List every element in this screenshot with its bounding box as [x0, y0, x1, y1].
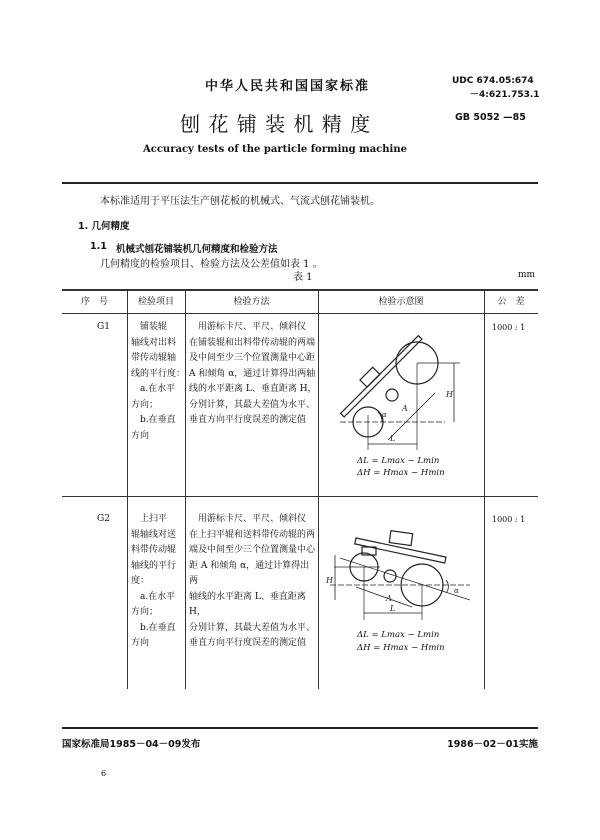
- inspection-method: [189, 320, 317, 429]
- label-h: H: [326, 576, 333, 585]
- method-line: 用游标卡尺、平尺、倾斜仪: [189, 322, 307, 332]
- page-title: 刨 花 铺 装 机 精 度: [180, 112, 372, 136]
- col-divider: [127, 289, 128, 689]
- item-line: 铺装辊: [131, 322, 168, 332]
- label-l: L: [390, 434, 396, 443]
- inspection-item: [131, 512, 185, 652]
- method-line: 及中间至少三个位置测量中心距: [189, 353, 316, 363]
- item-line: b.在垂直: [131, 622, 176, 633]
- header-rule: [62, 182, 538, 184]
- label-l: L: [390, 604, 396, 613]
- section-1-1-heading: 机械式刨花铺装机几何精度和检验方法: [116, 244, 278, 255]
- label-a: A: [402, 404, 408, 413]
- method-line: 轴线的水平距离 L、垂直距离 H，: [189, 591, 306, 617]
- effective-date: 1986－02－01实施: [447, 739, 538, 750]
- method-line: 线的水平距离 L、垂直距离 H，: [189, 384, 317, 394]
- col-divider: [484, 289, 485, 689]
- table-top-rule: [62, 289, 538, 291]
- header-tolerance: 公 差: [497, 297, 525, 307]
- tolerance: 1000 : 1: [492, 323, 526, 332]
- roller-mid: [386, 389, 398, 401]
- issued-date: 国家标准局1985－04－09发布: [62, 739, 201, 750]
- col-divider: [185, 289, 186, 689]
- item-line: 料带传动辊: [131, 545, 177, 555]
- plate: [355, 538, 446, 563]
- label-alpha: α: [454, 587, 459, 595]
- item-line: a.在水平: [131, 384, 176, 394]
- plate: [341, 336, 422, 417]
- header-bottom-rule: [62, 313, 538, 314]
- row-number: G1: [97, 322, 110, 332]
- udc-line1: UDC 674.05:674: [452, 76, 534, 86]
- item-line: 方向: [131, 430, 150, 441]
- formula-delta-h: ΔH = Hmax − Hmin: [357, 643, 445, 653]
- method-line: 距 A 和倾角 α，通过计算得出两: [189, 560, 310, 586]
- footer-rule: [62, 727, 538, 729]
- section-1-1-number: 1.1: [90, 241, 107, 252]
- scope-text: 本标准适用于平压法生产刨花板的机械式、气流式刨花铺装机。: [100, 196, 380, 207]
- method-line: 在铺装辊和出料带传动辊的两端: [189, 337, 316, 348]
- item-line: 度：: [131, 576, 150, 586]
- item-line: 线的平行度：: [131, 368, 186, 379]
- roller-mid: [384, 570, 396, 582]
- inspection-item: [131, 320, 185, 444]
- col-divider: [318, 289, 319, 689]
- header-no: 序 号: [80, 297, 108, 307]
- row-divider: [62, 496, 538, 497]
- intro-text: 几何精度的检验项目、检验方法及公差值如表 1 。: [100, 259, 323, 270]
- diagram-g1: [320, 315, 480, 450]
- label-h: H: [446, 390, 453, 399]
- formula-delta-h: ΔH = Hmax − Hmin: [357, 468, 445, 478]
- formula-delta-l: ΔL = Lmax − Lmin: [357, 630, 440, 640]
- header-item: 检验项目: [137, 297, 174, 307]
- tolerance: 1000 : 1: [492, 515, 526, 524]
- udc-line2: －4:621.753.1: [470, 90, 540, 100]
- inspection-method: [189, 512, 317, 652]
- row-number: G2: [97, 514, 110, 524]
- item-line: b.在垂直: [131, 415, 176, 425]
- standard-type: 中华人民共和国国家标准: [205, 79, 371, 94]
- block: [389, 531, 412, 546]
- method-line: 分别计算，其最大差值为水平、: [189, 622, 316, 633]
- standard-code: GB 5052 —85: [455, 112, 526, 123]
- table-caption: 表 1: [293, 272, 313, 283]
- diagram-g2: [320, 525, 482, 625]
- header-method: 检验方法: [233, 297, 270, 307]
- header-diagram: 检验示意图: [378, 297, 424, 307]
- method-line: 垂直方向平行度误差的测定值: [189, 638, 307, 648]
- table-unit: mm: [518, 270, 536, 280]
- item-line: 轴线对出料: [131, 337, 177, 348]
- method-line: 端及中间至少三个位置测量中心: [189, 545, 316, 555]
- english-title: Accuracy tests of the particle forming machine: [143, 144, 407, 155]
- formula-delta-l: ΔL = Lmax − Lmin: [357, 456, 440, 466]
- item-line: 轴线的平行: [131, 560, 177, 571]
- method-line: A 和倾角 α，通过计算得出两轴: [189, 368, 316, 379]
- item-line: 方向；: [131, 399, 159, 410]
- label-a: A: [386, 594, 392, 603]
- item-line: a.在水平: [131, 591, 176, 602]
- method-line: 分别计算，其最大差值为水平、: [189, 399, 316, 410]
- method-line: 垂直方向平行度误差的测定值: [189, 415, 307, 425]
- item-line: 带传动辊轴: [131, 353, 177, 363]
- method-line: 在上扫平辊和送料带传动辊的两: [189, 529, 316, 540]
- method-line: 用游标卡尺、平尺、倾斜仪: [189, 514, 307, 524]
- page-number: 6: [101, 769, 107, 778]
- item-line: 方向；: [131, 607, 159, 617]
- item-line: 辊轴线对送: [131, 529, 177, 540]
- item-line: 方向: [131, 638, 150, 648]
- label-alpha: α: [382, 411, 387, 419]
- item-line: 上扫平: [131, 514, 168, 524]
- section-1-heading: 1. 几何精度: [78, 221, 130, 232]
